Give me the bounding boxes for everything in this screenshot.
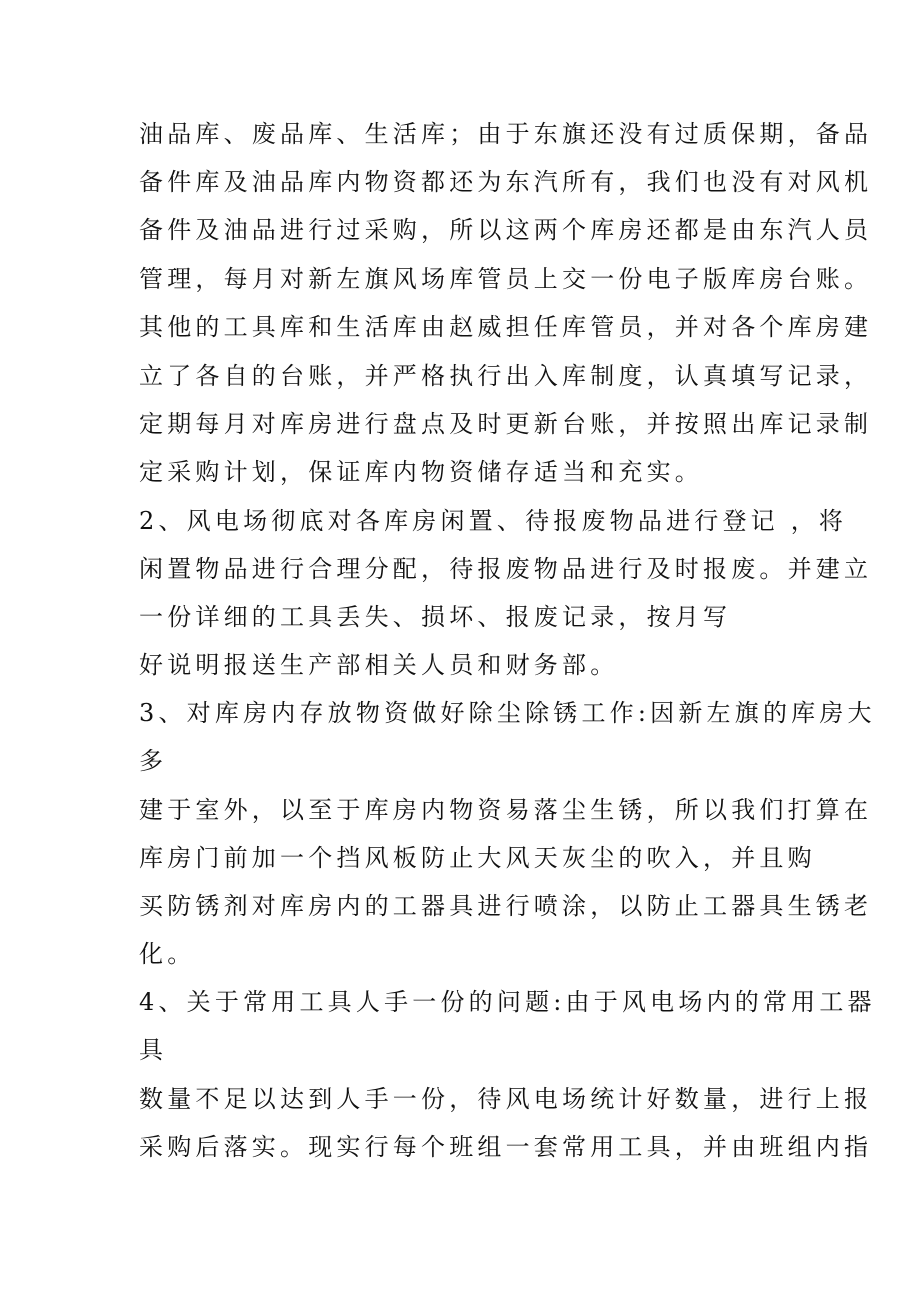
text-line: 化。 [139, 940, 196, 968]
text-line: 闲置物品进行合理分配，待报废物品进行及时报废。并建立 [139, 555, 873, 583]
text-line: 2、风电场彻底对各库房闲置、待报废物品进行登记 ，将 [139, 507, 848, 535]
text-line: 建于室外，以至于库房内物资易落尘生锈，所以我们打算在 [139, 796, 873, 824]
text-line: 备件库及油品库内物资都还为东汽所有，我们也没有对风机 [139, 168, 873, 196]
text-line: 一份详细的工具丢失、损坏、报废记录，按月写 [139, 603, 732, 631]
text-line: 具 [139, 1036, 168, 1064]
text-line: 买防锈剂对库房内的工器具进行喷涂，以防止工器具生锈老 [139, 892, 873, 920]
text-line: 油品库、废品库、生活库；由于东旗还没有过质保期，备品 [139, 120, 873, 148]
text-line: 定采购计划，保证库内物资储存适当和充实。 [139, 458, 703, 486]
text-line: 定期每月对库房进行盘点及时更新台账，并按照出库记录制 [139, 410, 873, 438]
text-line: 其他的工具库和生活库由赵威担任库管员，并对各个库房建 [139, 313, 873, 341]
text-line: 备件及油品进行过采购，所以这两个库房还都是由东汽人员 [139, 216, 873, 244]
text-line: 3、对库房内存放物资做好除尘除锈工作:因新左旗的库房大 [139, 699, 876, 727]
text-line: 好说明报送生产部相关人员和财务部。 [139, 651, 619, 679]
text-line: 数量不足以达到人手一份，待风电场统计好数量，进行上报 [139, 1085, 873, 1113]
text-line: 采购后落实。现实行每个班组一套常用工具，并由班组内指 [139, 1133, 873, 1161]
text-line: 立了各自的台账，并严格执行出入库制度，认真填写记录， [139, 362, 873, 390]
text-line: 库房门前加一个挡风板防止大风天灰尘的吹入，并且购 [139, 844, 816, 872]
text-line: 4、关于常用工具人手一份的问题:由于风电场内的常用工器 [139, 988, 876, 1016]
text-line: 管理，每月对新左旗风场库管员上交一份电子版库房台账。 [139, 265, 873, 293]
text-line: 多 [139, 747, 168, 775]
